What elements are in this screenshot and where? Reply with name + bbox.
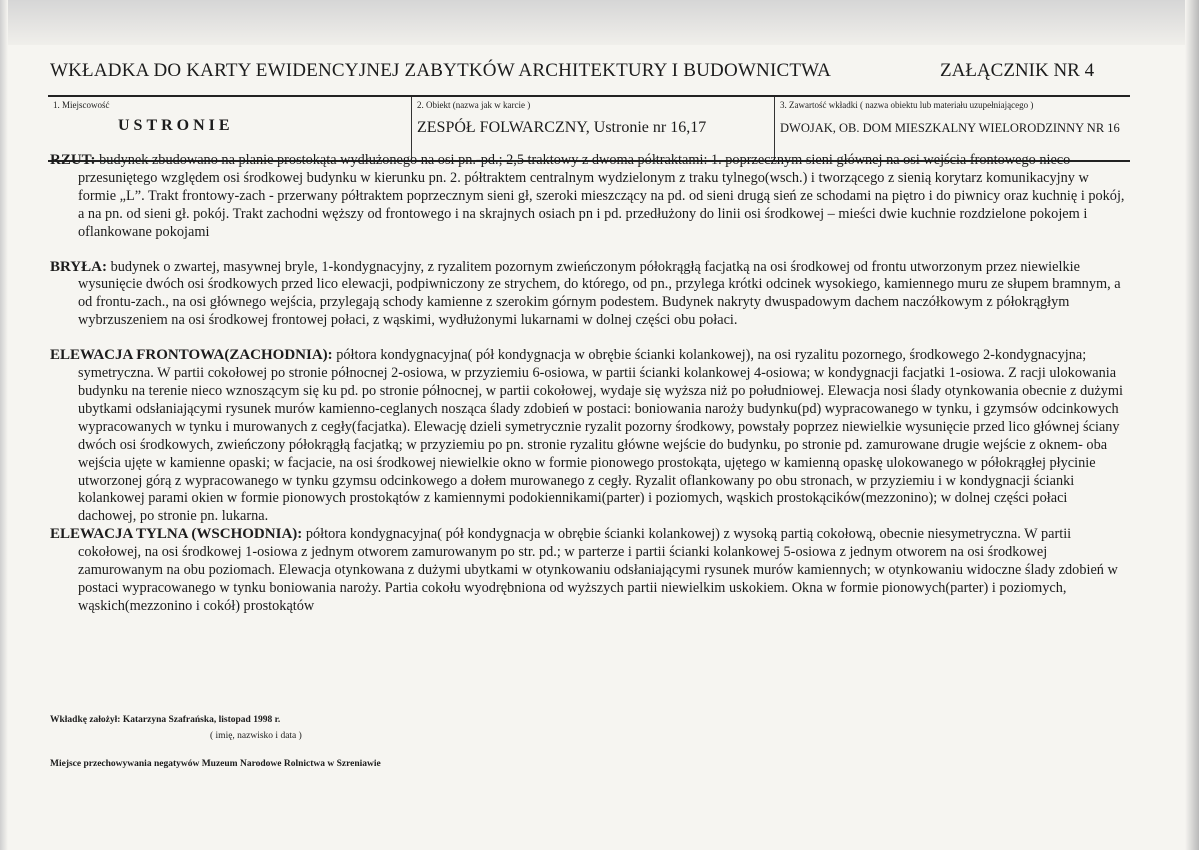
object-value: ZESPÓŁ FOLWARCZNY, Ustronie nr 16,17 [417,119,707,136]
annex-number: ZAŁĄCZNIK NR 4 [940,60,1095,81]
scan-left-shadow [0,0,8,850]
content-cell [774,97,1130,160]
scan-right-shadow [1185,0,1199,850]
section-text-bryla: budynek o zwartej, masywnej bryle, 1-kondygnacyjny, z ryzalitem pozornym zwieńczonym półokrągłą facjatką na osi środkowej od frontu utworzonym przez niewielkie wysunięcie dwóch osi środkowych przed lico elewacji, podpiwniczony ze strychem, do którego, od pn., przylega krótki odcinek wysokiego, kamiennego muru ze słupem bramnym, a od frontu-zach., na osi głównego wejścia, przylegają schody kamienne z szerokim górnym podestem. Budynek nakryty dwuspadowym dachem naczółkowym z półokrągłym wybrzuszeniem na osi środkowej frontowej połaci, z wąskimi, wydłużonymi lukarnami w dolnej części obu połaci. [78,258,1121,329]
section-rzut [50,152,1125,242]
content-label: 3. Zawartość wkładki ( nazwa obiektu lub materiału uzupełniającego ) [780,100,1034,110]
locality-cell [48,97,411,160]
section-bryla [50,259,1125,331]
section-label-bryla: BRYŁA: [50,258,107,275]
description-body [50,152,1125,722]
content-value: DWOJAK, OB. DOM MIESZKALNY WIELORODZINNY NR 16 [780,121,1120,135]
section-label-rzut: RZUT: [50,152,96,168]
author-line: Wkładkę założył: Katarzyna Szafrańska, listopad 1998 r. [50,715,281,725]
section-front-elevation [50,347,1125,526]
negatives-storage: Miejsce przechowywania negatywów Muzeum Narodowe Rolnictwa w Szreniawie [50,759,381,769]
section-text-rzut: budynek zbudowano na planie prostokąta wydłużonego na osi pn.-pd.; 2,5 traktowy z dwoma półtraktami: 1. poprzecznym sieni głównej na osi wejścia frontowego nieco przesuniętego względem osi środkowej budynku w kierunku pn. 2. półtraktem centralnym wydzielonym z traku tylnego(wsch.) i tworzącego z sienią korytarz komunikacyjny w formie „L”. Trakt frontowy-zach - przerwany półtraktem poprzecznym sieni gł, szeroki mieszczący na pd. od sieni drugą sień ze schodami na piętro i do piwnicy oraz kuchnię i pokój, a na pn. od sieni gł. pokój. Trakt zachodni węższy od frontowego i na skrajnych osiach pn i pd. przedłużony do linii osi środkowej – mieści dwie kuchnie rozdzielone pokojem i oflankowane pokojami [78,152,1125,240]
section-label-front: ELEWACJA FRONTOWA(ZACHODNIA): [50,347,333,364]
scan-top-shadow [0,0,1199,45]
section-rear-elevation [50,526,1125,616]
document-title: WKŁADKA DO KARTY EWIDENCYJNEJ ZABYTKÓW ARCHITEKTURY I BUDOWNICTWA [50,60,832,81]
object-cell [411,97,774,160]
locality-label: 1. Miejscowość [53,100,110,110]
section-label-rear: ELEWACJA TYLNA (WSCHODNIA): [50,526,303,543]
author-caption: ( imię, nazwisko i data ) [210,731,302,741]
section-text-front: półtora kondygnacyjna( pół kondygnacja w obrębie ścianki kolankowej), na osi ryzalitu pozornego, środkowego 2-kondygnacyjna; symetryczna. W partii cokołowej po stronie północnej 2-osiowa, w przyziemiu 6-osiowa, w partii ścianki kolankowej 4-osiowa; w kondygnacji facjatki 1-osiowa. Z racji ulokowania budynku na terenie nieco wznoszącym się ku pd. po stronie północnej, w partii cokołowej, wydaje się wyższa niż po południowej. Elewacja nosi ślady otynkowania obecnie z dużymi ubytkami odsłaniającymi rysunek murów kamienno-ceglanych nosząca ślady zdobień w postaci: boniowania naroży budynku(pd) wypracowanego w tynku, i gzymsów odcinkowych wypracowanych w tynku i murowanych z cegły(facjatka). Elewację dzieli symetrycznie ryzalit pozorny środkowy, powstały poprzez niewielkie wysunięcie przed lico głównej ściany dwóch osi środkowych, zwieńczony półokrągłą facjatką; w przyziemiu po pn. stronie ryzalitu główne wejście do budynku, po stronie pd. zamurowane drugie wejście z oknem- oba wejścia ujęte w kamienne opaski; w facjacie, na osi środkowej niewielkie okno w formie pionowego prostokąta, ujętego w kamienną opaskę ulokowanego w półokrągłej płycinie utworzonej górą z wypracowanego w tynku gzymsu odcinkowego a dołem murowanego z cegły. Ryzalit oflankowany po obu stronach, w przyziemiu i w kondygnacji ścianki kolankowej parami okien w formie pionowych prostokątów z kamiennymi podokiennikami(parter) i poziomych, wąskich prostokącików(mezzonino); w dolnej części połaci dachowej, po stronie pn. lukarna. [78,347,1123,525]
section-text-rear: półtora kondygnacyjna( pół kondygnacja w obrębie ścianki kolankowej) z wysoką partią cokołową, obecnie niesymetryczna. W partii cokołowej, na osi środkowej 1-osiowa z jednym otworem zamurowanym po str. pd.; w parterze i partii ścianki kolankowej 5-osiowa z jednym otworem na osi środkowej zamurowanym na obu poziomach. Elewacja otynkowana z dużymi ubytkami w otynkowaniu odsłaniającymi rysunek murów kamiennych; w otynkowaniu widoczne ślady zdobień w postaci wypracowanego w tynku boniowania naroży. Partia cokołu wyodrębniona od wyższych partii niewielkim uskokiem. Okna w formie pionowych(parter) i poziomych, wąskich(mezzonino i cokół) prostokątów [78,526,1118,614]
locality-value: USTRONIE [118,117,234,134]
object-label: 2. Obiekt (nazwa jak w karcie ) [417,100,531,110]
